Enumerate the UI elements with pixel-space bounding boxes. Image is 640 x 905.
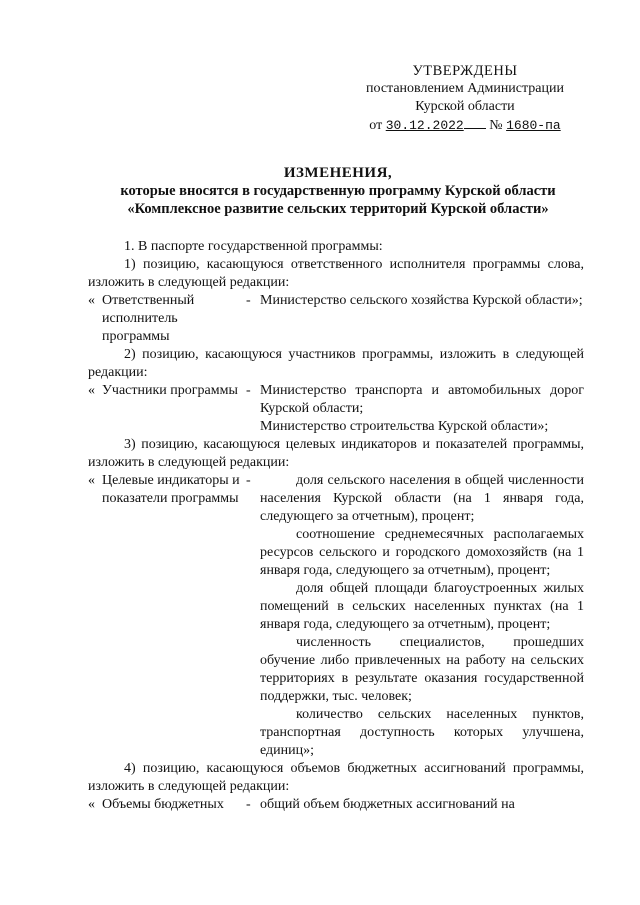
title-main: ИЗМЕНЕНИЯ, — [283, 165, 393, 181]
indicator-5: количество сельских населенных пунктов, транспортная доступность которых улучшена, единиц»; — [260, 707, 584, 758]
row-value-1: Министерство транспорта и автомобильных дорог Курской области; — [260, 383, 584, 416]
passport-row-responsible — [88, 292, 584, 346]
row-value-2: Министерство строительства Курской области»; — [260, 419, 549, 434]
indicator-3: доля общей площади благоустроенных жилых помещений в сельских населенных пунктах (на 1 января года, следующего за отчетным), процент; — [260, 581, 584, 632]
row-quote: « — [88, 383, 95, 398]
row-dash: - — [246, 383, 251, 398]
paragraph-4: 4) позицию, касающуюся объемов бюджетных ассигнований программы, изложить в следующей редакции: — [88, 761, 584, 794]
decree-line — [340, 116, 590, 135]
date-underline — [464, 116, 486, 129]
indicator-4: численность специалистов, прошедших обучение либо привлеченных на работу на сельских территориях в результате оказания государственной поддержки, тыс. человек; — [260, 635, 584, 704]
passport-row-indicators — [88, 472, 584, 760]
row-label: Целевые индикаторы и показатели программы — [102, 473, 240, 506]
row-quote: « — [88, 473, 95, 488]
title-line-1: которые вносятся в государственную программу Курской области — [120, 183, 556, 199]
item-1: 1. В паспорте государственной программы: — [124, 239, 383, 254]
approval-line-1: постановлением Администрации — [366, 81, 564, 96]
decree-date: 30.12.2022 — [385, 118, 464, 133]
paragraph-2: 2) позицию, касающуюся участников программы, изложить в следующей редакции: — [88, 347, 584, 380]
row-dash: - — [246, 473, 251, 488]
row-label: Участники программы — [102, 383, 238, 398]
approval-stamp — [340, 62, 590, 135]
document-title — [88, 164, 588, 218]
row-value — [260, 382, 584, 436]
row-label: Ответственный исполнитель программы — [102, 293, 195, 344]
row-dash: - — [246, 797, 251, 812]
row-value: Министерство сельского хозяйства Курской области»; — [260, 293, 583, 308]
passport-row-participants — [88, 382, 584, 436]
title-line-2: «Комплексное развитие сельских территорий Курской области» — [127, 201, 549, 217]
row-value — [260, 472, 584, 760]
paragraph-3: 3) позицию, касающуюся целевых индикаторов и показателей программы, изложить в следующей редакции: — [88, 437, 584, 470]
row-dash: - — [246, 293, 251, 308]
approval-heading: УТВЕРЖДЕНЫ — [412, 63, 518, 79]
row-label: Объемы бюджетных — [102, 797, 224, 812]
document-body — [88, 238, 584, 814]
number-sign: № — [489, 118, 503, 133]
paragraph-1: 1) позицию, касающуюся ответственного исполнителя программы слова, изложить в следующей редакции: — [88, 257, 584, 290]
indicator-1: доля сельского населения в общей численности населения Курской области (на 1 января года, следующего за отчетным), процент; — [260, 473, 584, 524]
row-quote: « — [88, 797, 95, 812]
approval-line-2: Курской области — [415, 99, 515, 114]
row-quote: « — [88, 293, 95, 308]
row-value: общий объем бюджетных ассигнований на — [260, 797, 515, 812]
indicator-2: соотношение среднемесячных располагаемых ресурсов сельского и городского домохозяйств (на 1 января года, следующего за отчетным), процент; — [260, 527, 584, 578]
passport-row-budget — [88, 796, 584, 814]
date-prefix: от — [369, 118, 383, 133]
decree-number: 1680-па — [506, 118, 561, 133]
